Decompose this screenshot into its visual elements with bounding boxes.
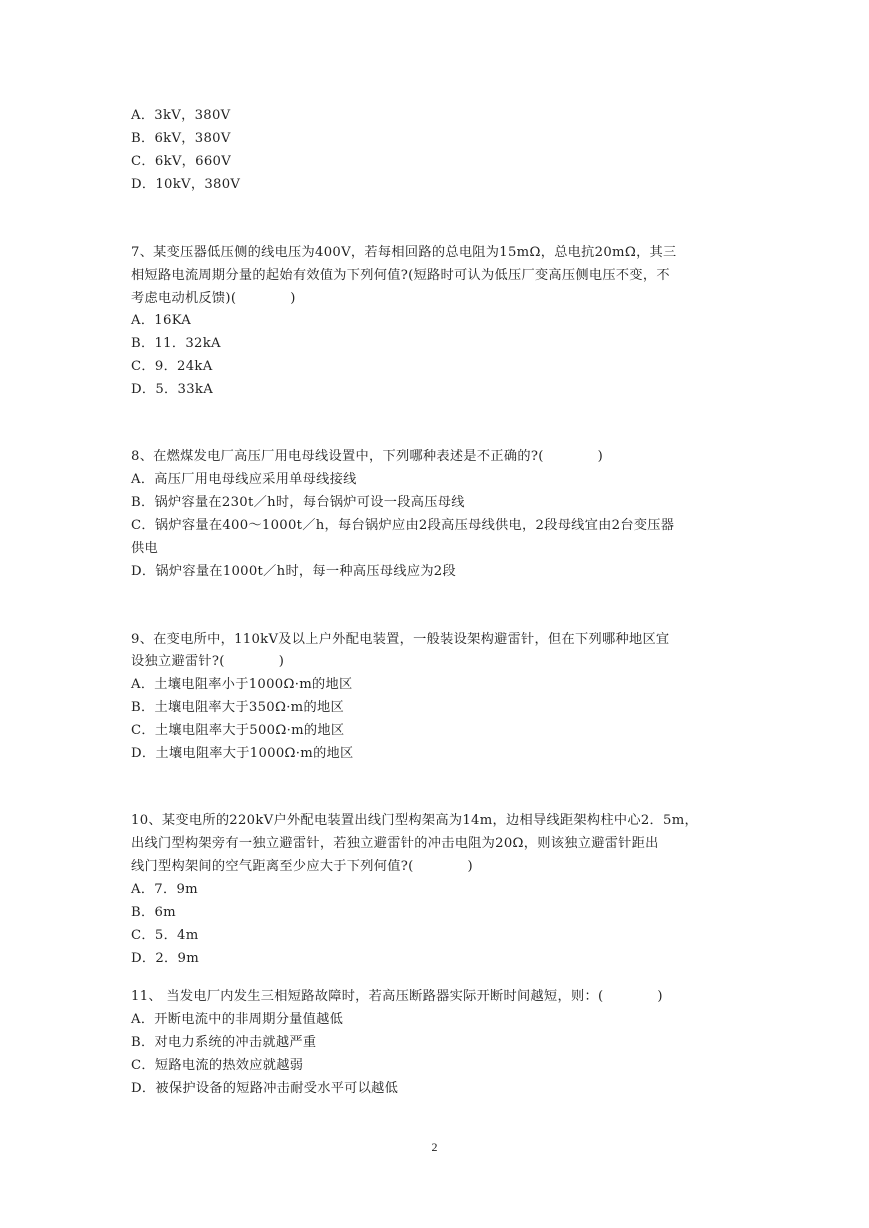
q11-option-a: A．开断电流中的非周期分量值越低 (131, 1012, 344, 1027)
q7-stem-line-2: 相短路电流周期分量的起始有效值为下列何值?(短路时可认为低压厂变高压侧电压不变，不 (131, 268, 670, 283)
q10-option-d: D．2．9m (131, 951, 200, 966)
q10-stem-line-2: 出线门型构架旁有一独立避雷针，若独立避雷针的冲击电阻为20Ω，则该独立避雷针距出 (131, 836, 659, 851)
q6-option-b: B．6kV，380V (131, 131, 231, 146)
q7-option-d: D．5．33kA (131, 382, 214, 397)
q7-option-b: B．11．32kA (131, 336, 221, 351)
q10-option-c: C．5．4m (131, 928, 199, 943)
q8-option-d: D．锅炉容量在1000t／h时，每一种高压母线应为2段 (131, 564, 456, 579)
q9-stem-line-2: 设独立避雷针?( ) (131, 654, 285, 669)
q7-stem-line-3: 考虑电动机反馈)( ) (131, 291, 296, 306)
q7-option-a: A．16KA (131, 313, 192, 328)
q9-stem-line-1: 9、在变电所中，110kV及以上户外配电装置，一般装设架构避雷针，但在下列哪种地区宜 (131, 632, 670, 647)
q11-option-b: B．对电力系统的冲击就越严重 (131, 1035, 317, 1050)
q8-stem-line-1: 8、在燃煤发电厂高压厂用电母线设置中，下列哪种表述是不正确的?( ) (131, 449, 604, 464)
q7-option-c: C．9．24kA (131, 359, 213, 374)
q10-option-a: A．7．9m (131, 882, 198, 897)
q11-option-c: C．短路电流的热效应就越弱 (131, 1058, 304, 1073)
q6-option-a: A．3kV，380V (131, 108, 231, 123)
q8-option-c-cont: 供电 (131, 541, 158, 556)
q11-stem-line-1: 11、 当发电厂内发生三相短路故障时，若高压断路器实际开断时间越短，则：( ) (131, 989, 663, 1004)
q6-option-c: C．6kV，660V (131, 154, 232, 169)
q9-option-d: D．土壤电阻率大于1000Ω·m的地区 (131, 746, 354, 761)
q10-option-b: B．6m (131, 905, 176, 920)
q8-option-b: B．锅炉容量在230t／h时，每台锅炉可设一段高压母线 (131, 495, 465, 510)
q9-option-b: B．土壤电阻率大于350Ω·m的地区 (131, 700, 344, 715)
q9-option-a: A．土壤电阻率小于1000Ω·m的地区 (131, 677, 353, 692)
q9-option-c: C．土壤电阻率大于500Ω·m的地区 (131, 723, 345, 738)
q10-stem-line-3: 线门型构架间的空气距离至少应大于下列何值?( ) (131, 859, 473, 874)
q7-stem-line-1: 7、某变压器低压侧的线电压为400V，若每相回路的总电阻为15mΩ，总电抗20mΩ，其三 (131, 245, 677, 260)
q8-option-c: C．锅炉容量在400～1000t／h，每台锅炉应由2段高压母线供电，2段母线宜由2台变压器 (131, 518, 675, 533)
q10-stem-line-1: 10、某变电所的220kV户外配电装置出线门型构架高为14m，边相导线距架构柱中心2．5m， (131, 813, 699, 828)
page-number: 2 (431, 1140, 438, 1154)
q8-option-a: A．高压厂用电母线应采用单母线接线 (131, 472, 357, 487)
q6-option-d: D．10kV，380V (131, 177, 241, 192)
q11-option-d: D．被保护设备的短路冲击耐受水平可以越低 (131, 1081, 399, 1096)
